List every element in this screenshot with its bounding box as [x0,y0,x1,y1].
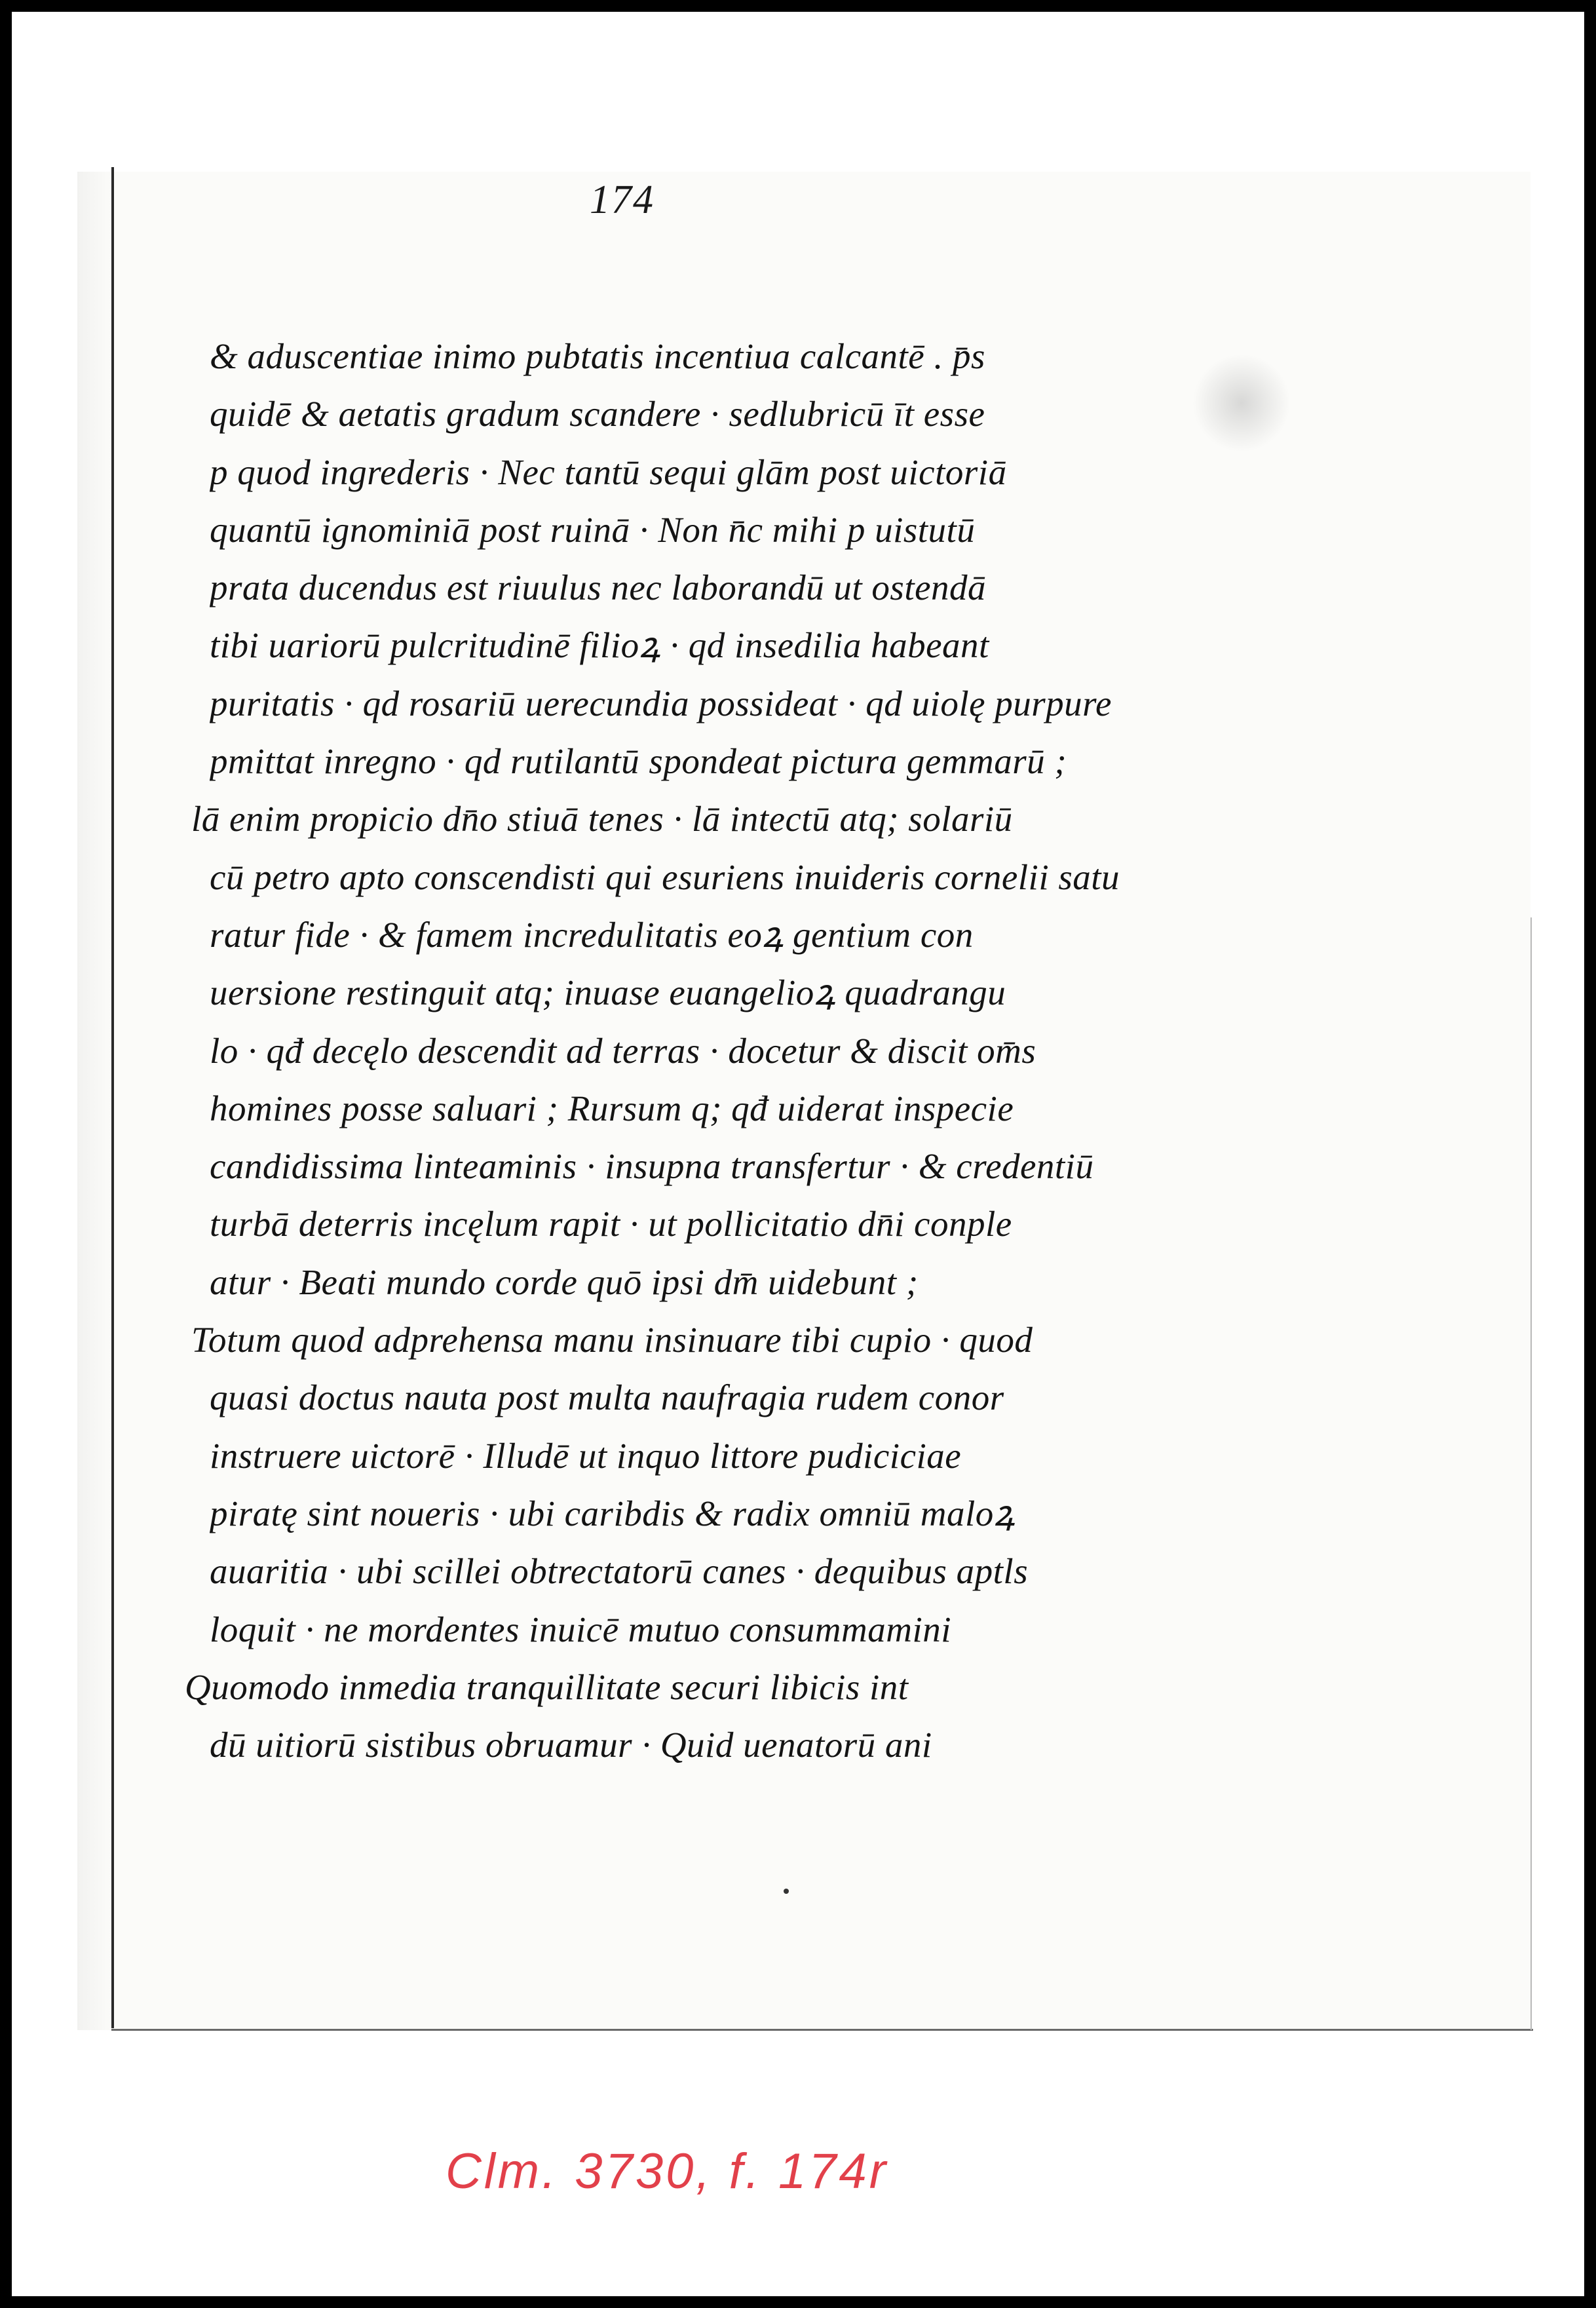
text-line: loquit · ne mordentes inuicē mutuo consummamini [210,1609,952,1649]
text-line: puritatis · qd rosariū uerecundia possideat · qd uiolę purpure [210,683,1112,723]
text-line: p quod ingrederis · Nec tantū sequi glām post uictoriā [210,452,1007,492]
text-line: turbā deterris incęlum rapit · ut pollicitatio dn̄i conple [210,1204,1012,1244]
text-line: Totum quod adprehensa manu insinuare tibi cupio · quod [191,1320,1033,1360]
text-line: lā enim propicio dn̄o stiuā tenes · lā intectū atq; solariū [191,799,1013,839]
manuscript-text [185,328,1291,1774]
text-line: lo · qđ decęlo descendit ad terras · docetur & discit om̄s [210,1030,1036,1071]
text-line: quasi doctus nauta post multa naufragia rudem conor [210,1377,1004,1418]
text-line: cū petro apto conscendisti qui esuriens inuideris cornelii satu [210,856,1120,897]
shelfmark-label: Clm. 3730, f. 174r [446,2144,889,2199]
text-line: quidē & aetatis gradum scandere · sedlubricū īt esse [210,394,985,434]
text-line: piratę sint noueris · ubi caribdis & radix omniū maloꝝ [210,1493,1016,1533]
text-line: pmittat inregno · qd rutilantū spondeat pictura gemmarū ; [210,741,1067,782]
folio-left-edge [111,167,114,2028]
text-line: prata ducendus est riuulus nec laborandū ut ostendā [210,567,987,608]
text-line: tibi uariorū pulcritudinē filioꝝ · qd insedilia habeant [210,625,989,666]
text-line: instruere uictorē · Illudē ut inquo littore pudiciciae [210,1435,962,1476]
text-line: ratur fide · & famem incredulitatis eoꝝ gentium con [210,914,974,955]
folio-gutter-shadow [77,172,111,2030]
text-line: dū uitiorū sistibus obruamur · Quid uenatorū ani [210,1725,932,1765]
text-line: homines posse saluari ; Rursum q; qđ uiderat inspecie [210,1088,1014,1128]
text-line: auaritia · ubi scillei obtrectatorū canes · dequibus aptls [210,1551,1029,1592]
text-line: Quomodo inmedia tranquillitate securi libicis int [185,1666,909,1707]
folio-number: 174 [590,178,655,222]
ink-dot [784,1889,789,1894]
text-line: candidissima linteaminis · insupna transfertur · & credentiū [210,1146,1094,1187]
folio-bottom-edge [111,2029,1533,2031]
text-line: & aduscentiae inimo pubtatis incentiua calcantē . p̄s [210,336,985,376]
text-line: uersione restinguit atq; inuase euangelioꝝ quadrangu [210,972,1006,1013]
text-line: quantū ignominiā post ruinā · Non n̄c mihi p uistutū [210,509,976,550]
folio-right-edge [1530,917,1532,2030]
text-line: atur · Beati mundo corde quō ipsi dm̄ uidebunt ; [210,1261,919,1302]
